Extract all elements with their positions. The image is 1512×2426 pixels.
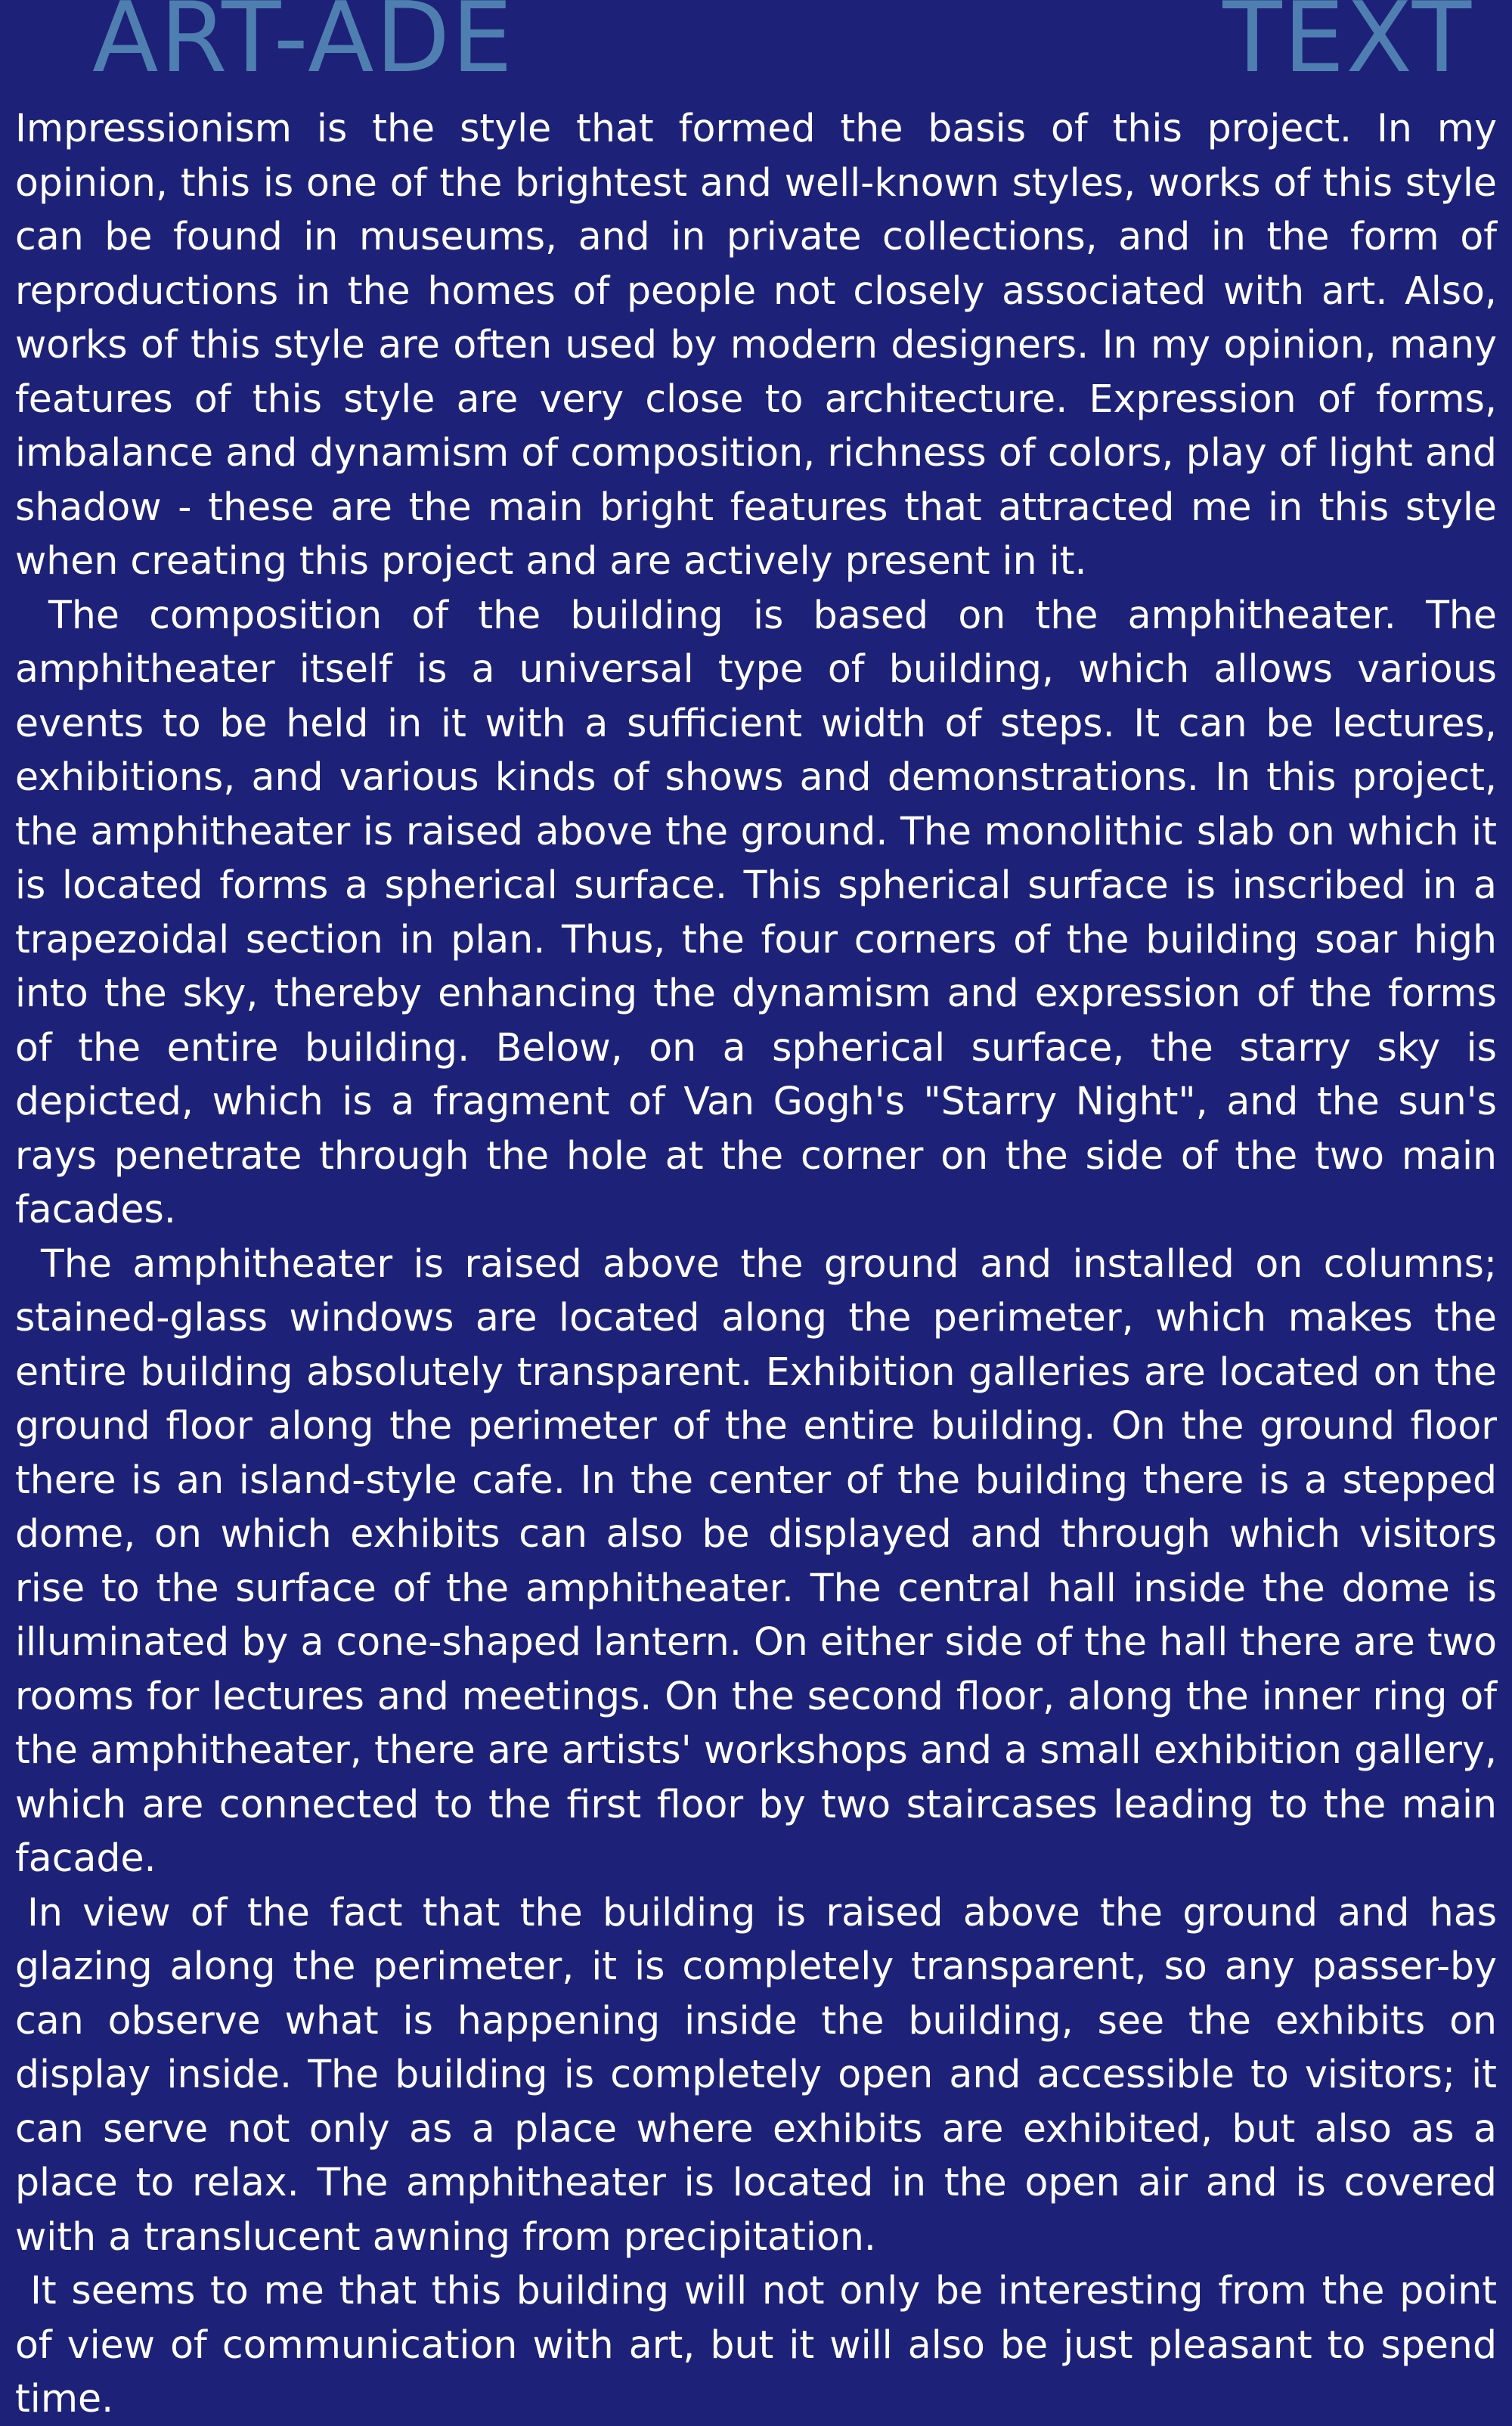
- paragraph-1: Impressionism is the style that formed the basis of this project. In my opinion, this is one of the brightest and well-known styles, works of this style can be found in museums, and in private collections, and in the form of reproductions in the homes of people not closely associated with art. Also, works of this style are often used by modern designers. In my opinion, many features of this style are very close to architecture. Expression of forms, imbalance and dynamism of composition, richness of colors, play of light and shadow - these are the main bright features that attracted me in this style when creating this project and are actively present in it.: [15, 106, 1497, 583]
- header-title-right: TEXT: [1222, 0, 1473, 94]
- header-title-left: ART-ADE: [92, 0, 514, 94]
- paragraph-4: In view of the fact that the building is raised above the ground and has glazing along the perimeter, it is completely transparent, so any passer-by can observe what is happening inside the building, see the exhibits on display inside. The building is completely open and accessible to visitors; it can serve not only as a place where exhibits are exhibited, but also as a place to relax. The amphitheater is located in the open air and is covered with a translucent awning from precipitation.: [15, 1889, 1497, 2259]
- paragraph-3: The amphitheater is raised above the ground and installed on columns; stained-glass windows are located along the perimeter, which makes the entire building absolutely transparent. Exhibition galleries are located on the ground floor along the perimeter of the entire building. On the ground floor there is an island-style cafe. In the center of the building there is a stepped dome, on which exhibits can also be displayed and through which visitors rise to the surface of the amphitheater. The central hall inside the dome is illuminated by a cone-shaped lantern. On either side of the hall there are two rooms for lectures and meetings. On the second floor, along the inner ring of the amphitheater, there are artists' workshops and a small exhibition gallery, which are connected to the first floor by two staircases leading to the main facade.: [15, 1241, 1497, 1880]
- body-text: [15, 101, 1497, 2426]
- paragraph-2: The composition of the building is based on the amphitheater. The amphitheater itself is a universal type of building, which allows various events to be held in it with a sufficient width of steps. It can be lectures, exhibitions, and various kinds of shows and demonstrations. In this project, the amphitheater is raised above the ground. The monolithic slab on which it is located forms a spherical surface. This spherical surface is inscribed in a trapezoidal section in plan. Thus, the four corners of the building soar high into the sky, thereby enhancing the dynamism and expression of the forms of the entire building. Below, on a spherical surface, the starry sky is depicted, which is a fragment of Van Gogh's "Starry Night", and the sun's rays penetrate through the hole at the corner on the side of the two main facades.: [15, 592, 1497, 1232]
- paragraph-5: It seems to me that this building will not only be interesting from the point of view of communication with art, but it will also be just pleasant to spend time.: [15, 2268, 1497, 2421]
- page-header: [0, 0, 1512, 95]
